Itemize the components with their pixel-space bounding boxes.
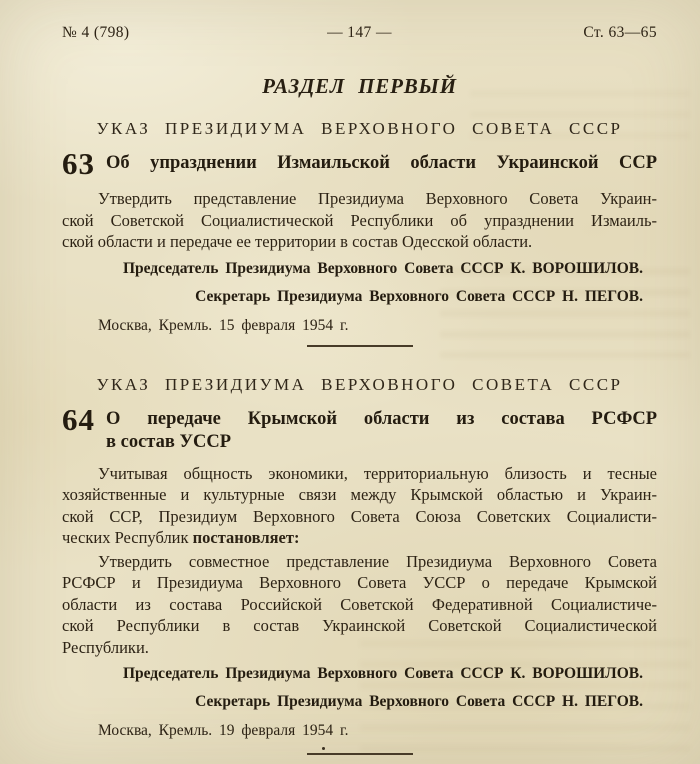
signature-secretary: Секретарь Президиума Верховного Совета СССР Н. ПЕГОВ.: [195, 287, 643, 305]
dateline: Москва, Кремль. 19 февраля 1954 г.: [98, 722, 349, 739]
decree-title-line-1: О передаче Крымской области из состава РСФСР: [106, 408, 657, 429]
body-line: Утвердить представление Президиума Верховного Совета Украин-: [98, 189, 657, 208]
decree-63: [62, 119, 657, 335]
body-line: ской ССР, Президиум Верховного Совета Союза Советских Социалисти-: [62, 506, 657, 526]
signature-chairman: Председатель Президиума Верховного Совета СССР К. ВОРОШИЛОВ.: [122, 665, 643, 682]
body-line: области из состава Российской Советской Федеративной Социалистиче-: [62, 594, 657, 614]
body-line-bold-term: постановляет:: [192, 528, 300, 547]
ink-speck: [322, 747, 325, 750]
decree-title: [106, 405, 657, 454]
decree-body-paragraph: [62, 463, 657, 549]
decree-64: [62, 375, 657, 741]
section-title: РАЗДЕЛ ПЕРВЫЙ: [262, 74, 457, 98]
decree-number: 63: [62, 146, 95, 181]
header-issue-number: № 4 (798): [62, 24, 130, 41]
body-line: ской Советской Социалистической Республики об упразднении Измаиль-: [62, 210, 657, 230]
body-line: Учитывая общность экономики, территориальную близость и тесные: [98, 463, 657, 483]
body-line: ской области и передаче ее территории в состав Одесской области.: [62, 232, 533, 251]
decree-title-row: [62, 146, 657, 181]
body-line: [62, 527, 657, 549]
dateline: Москва, Кремль. 15 февраля 1954 г.: [98, 316, 349, 334]
body-line: РСФСР и Президиума Верховного Совета УССР о передаче Крымской: [62, 573, 657, 592]
section-divider: [307, 345, 413, 347]
body-line: Утвердить совместное представление Президиума Верховного Совета: [98, 551, 657, 571]
signature-block: [62, 664, 657, 711]
ukaz-heading: УКАЗ ПРЕЗИДИУМА ВЕРХОВНОГО СОВЕТА СССР: [96, 374, 623, 394]
body-line: Республики.: [62, 637, 149, 657]
header-article-range: Ст. 63—65: [583, 24, 657, 41]
body-line: ской Республики в состав Украинской Советской Социалистической: [62, 616, 657, 635]
body-line-text: ческих Республик: [62, 528, 193, 547]
signature-block: [62, 259, 657, 306]
decree-body-paragraph: [62, 188, 657, 253]
decree-title: Об упразднении Измаильской области Украинской ССР: [106, 153, 657, 173]
section-divider: [307, 753, 413, 755]
header-page-number: — 147 —: [327, 24, 392, 41]
signature-chairman: Председатель Президиума Верховного Совета СССР К. ВОРОШИЛОВ.: [122, 259, 643, 277]
decree-body-paragraph: [62, 551, 657, 659]
signature-secretary: Секретарь Президиума Верховного Совета СССР Н. ПЕГОВ.: [195, 693, 643, 710]
decree-number: 64: [62, 401, 95, 437]
ukaz-heading: УКАЗ ПРЕЗИДИУМА ВЕРХОВНОГО СОВЕТА СССР: [96, 119, 623, 138]
body-line: хозяйственные и культурные связи между Крымской областью и Украин-: [62, 485, 657, 504]
page-header: [62, 24, 657, 42]
decree-title-line-2: в состав УССР: [106, 431, 232, 452]
decree-title-row: [62, 401, 657, 454]
